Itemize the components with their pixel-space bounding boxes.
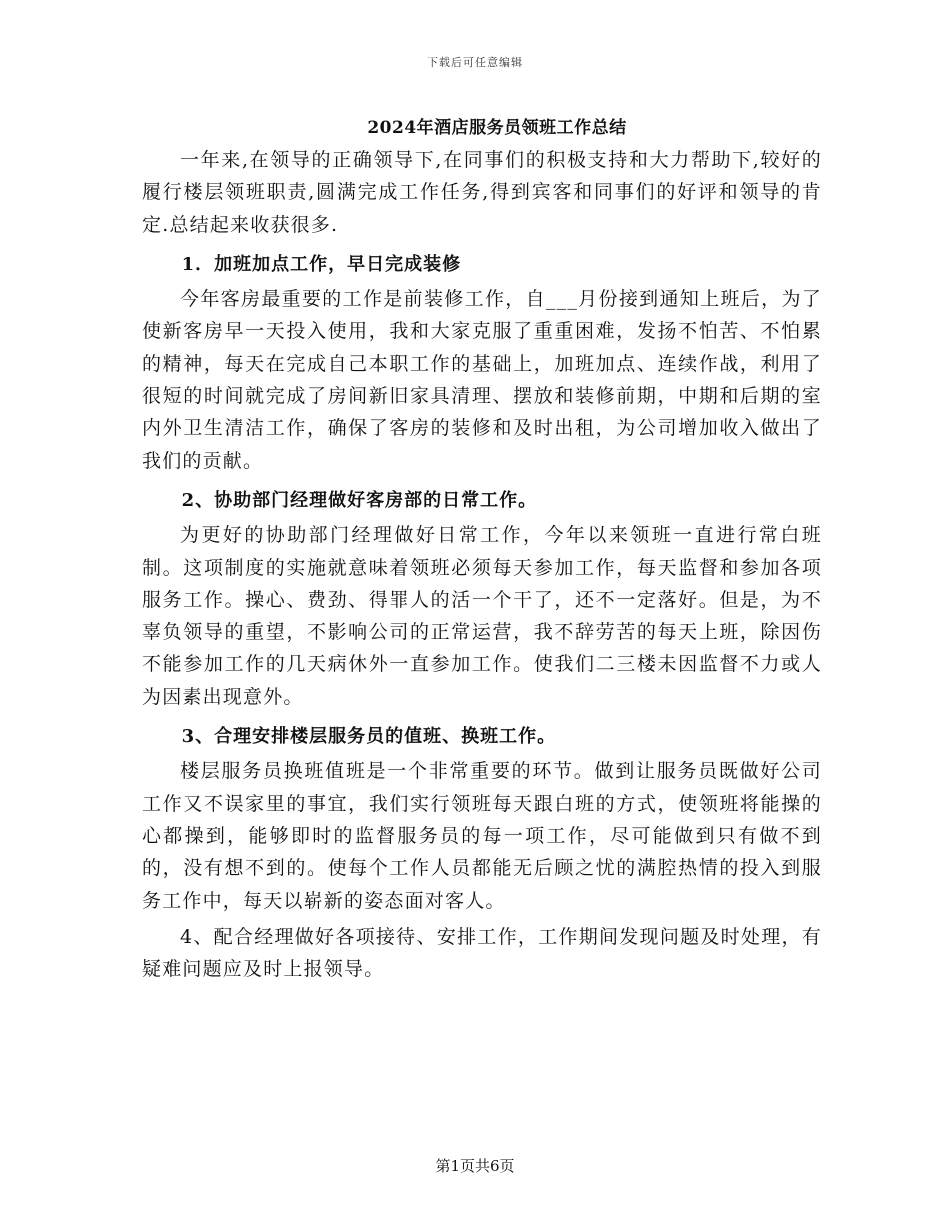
section-3-body: 楼层服务员换班值班是一个非常重要的环节。做到让服务员既做好公司工作又不误家里的事宜，我们实行领班每天跟白班的方式，使领班将能操的心都操到，能够即时的监督服务员的每一项工作，尽可能做到只有做不到的，没有想不到的。使每个工作人员都能无后顾之忧的满腔热情的投入到服务工作中，每天以崭新的姿态面对客人。 — [142, 760, 822, 912]
section-3-heading: 3、合理安排楼层服务员的值班、换班工作。 — [181, 726, 557, 748]
section-1-body: 今年客房最重要的工作是前装修工作，自___月份接到通知上班后，为了使新客房早一天投入使用，我和大家克服了重重困难，发扬不怕苦、不怕累的精神，每天在完成自己本职工作的基础上，加班加点、连续作战，利用了很短的时间就完成了房间新旧家具清理、摆放和装修前期，中期和后期的室内外卫生清洁工作，确保了客房的装修和及时出租，为公司增加收入做出了我们的贡献。 — [142, 288, 822, 472]
page-number: 第1页共6页 — [435, 1157, 515, 1175]
section-2-body: 为更好的协助部门经理做好日常工作，今年以来领班一直进行常白班制。这项制度的实施就意味着领班必须每天参加工作，每天监督和参加各项服务工作。操心、费劲、得罪人的活一个干了，还不一定落好。但是，为不辜负领导的重望，不影响公司的正常运营，我不辞劳苦的每天上班，除因伤不能参加工作的几天病休外一直参加工作。使我们二三楼未因监督不力或人为因素出现意外。 — [142, 524, 822, 708]
section-1-heading: 1．加班加点工作，早日完成装修 — [181, 253, 462, 275]
closing-paragraph: 4、配合经理做好各项接待、安排工作，工作期间发现问题及时处理，有疑难问题应及时上报领导。 — [142, 925, 822, 981]
intro-paragraph: 一年来,在领导的正确领导下,在同事们的积极支持和大力帮助下,较好的履行楼层领班职责,圆满完成工作任务,得到宾客和同事们的好评和领导的肯定.总结起来收获很多. — [142, 149, 822, 236]
header-note: 下载后可任意编辑 — [427, 56, 523, 69]
document-title: 2024年酒店服务员领班工作总结 — [367, 118, 627, 138]
section-2-heading: 2、协助部门经理做好客房部的日常工作。 — [181, 489, 538, 511]
document-body — [142, 112, 822, 985]
